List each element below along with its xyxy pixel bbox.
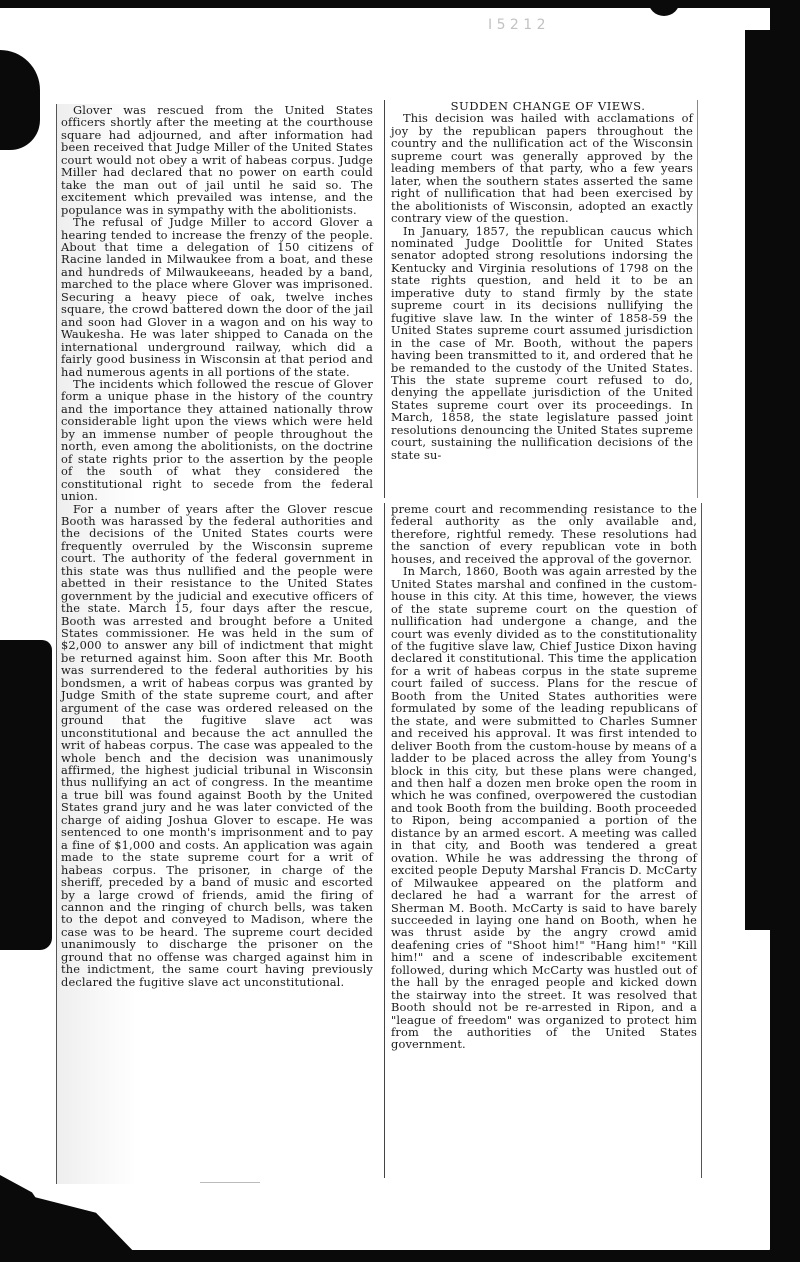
paragraph: This decision was hailed with acclamations of joy by the republican papers throughout the country and the nullification act of the Wisconsin supreme court was generally approved by the leading members of that party, who a few years later, when the southern states asserted the same right of nullification that had been exercised by the abolitionists of Wisconsin, adopted an exactly contrary view of the question. [391, 111, 693, 226]
paragraph: In March, 1860, Booth was again arrested by the United States marshal and confined in the custom-house in this city. At this time, however, the views of the state supreme court on the question of nullification had undergone a change, and the court was evenly divided as to the constitutionality of the fugitive slave law, Chief Justice Dixon having declared it constitutional. This time the application for a writ of habeas corpus in the state supreme court failed of success. Plans for the rescue of Booth from the United States authorities were formulated by some of the leading republicans of the state, and were submitted to Charles Sumner and received his approval. It was first intended to deliver Booth from the custom-house by means of a ladder to be placed across the alley from Young's block in this city, but these plans were changed, and then half a dozen men broke open the room in which he was confined, overpowered the custodian and took Booth from the building. Booth proceeded to Ripon, being accompanied a portion of the distance by an armed escort. A meeting was called in that city, and Booth was tendered a great ovation. While he was addressing the throng of excited people Deputy Marshal Francis D. McCarty of Milwaukee appeared on the platform and declared he had a warrant for the arrest of Sherman M. Booth. McCarty is said to have barely succeeded in laying one hand on Booth, when he was thrust aside by the angry crowd amid deafening cries of "Shoot him!" "Hang him!" "Kill him!" and a scene of indescribable excitement followed, during which McCarty was hustled out of the hall by the enraged people and kicked down the stairway into the street. It was resolved that Booth should not be re-arrested in Ripon, and a "league of freedom" was organized to protect him from the authorities of the United States government. [391, 564, 697, 1052]
scan-border-left-mid [0, 640, 52, 950]
scan-border-top-right [648, 0, 680, 16]
paragraph: In January, 1857, the republican caucus which nominated Judge Doolittle for United States senator adopted strong resolutions indorsing the Kentucky and Virginia resolutions of 1798 on the state rights question, and held it to be an imperative duty to stand firmly by the state supreme court in its decisions nullifying the fugitive slave law. In the winter of 1858-59 the United States supreme court assumed jurisdiction in the case of Mr. Booth, without the papers having been transmitted to it, and ordered that he be remanded to the custody of the United States. This the state supreme court refused to do, denying the appellate jurisdiction of the United States supreme court over its proceedings. In March, 1858, the state legislature passed joint resolutions denouncing the United States supreme court, sustaining the nullification decisions of the state su- [391, 223, 693, 462]
paragraph: preme court and recommending resistance to the federal authority as the only available and, therefore, rightful remedy. These resolutions had the sanction of every republican vote in both houses, and received the approval of the governor. [391, 502, 697, 566]
article-column-left [56, 104, 373, 1184]
scan-border-right-upper [745, 30, 775, 930]
article-column-right-lower [384, 503, 702, 1178]
paragraph: For a number of years after the Glover rescue Booth was harassed by the federal authorities and the decisions of the United States courts were frequently overruled by the Wisconsin supreme court. The authority of the federal government in this state was thus nullified and the people were abetted in their resistance to the United States government by the judicial and executive officers of the state. March 15, four days after the rescue, Booth was arrested and brought before a United States commissioner. He was held in the sum of $2,000 to answer any bill of indictment that might be returned against him. Soon after this Mr. Booth was surrendered to the federal authorities by his bondsmen, a writ of habeas corpus was granted by Judge Smith of the state supreme court, and after argument of the case was ordered released on the ground that the fugitive slave act was unconstitutional and because the act annulled the writ of habeas corpus. The case was appealed to the whole bench and the decision was unanimously affirmed, the highest judicial tribunal in Wisconsin thus nullifying an act of congress. In the meantime a true bill was found against Booth by the United States grand jury and he was later convicted of the charge of aiding Joshua Glover to escape. He was sentenced to one month's imprisonment and to pay a fine of $1,000 and costs. An application was again made to the state supreme court for a writ of habeas corpus. The prisoner, in charge of the sheriff, preceded by a band of music and escorted by a large crowd of friends, amid the firing of cannon and the ringing of church bells, was taken to the depot and conveyed to Madison, where the case was to be heard. The supreme court decided unanimously to discharge the prisoner on the ground that no offense was charged against him in the indictment, the same court having previously declared the fugitive slave act unconstitutional. [61, 501, 373, 989]
handwritten-annotation: I 5 2 1 2 [488, 17, 546, 33]
section-headline: SUDDEN CHANGE OF VIEWS. [450, 99, 646, 113]
paragraph: The refusal of Judge Miller to accord Glover a hearing tended to increase the frenzy of the people. About that time a delegation of 150 citizens of Racine landed in Milwaukee from a boat, and these and hundreds of Milwaukeeans, headed by a band, marched to the place where Glover was imprisoned. Securing a heavy piece of oak, twelve inches square, the crowd battered down the door of the jail and soon had Glover in a wagon and on his way to Waukesha. He was later shipped to Canada on the international underground railway, which did a fairly good business in Wisconsin at that period and had numerous agents in all portions of the state. [61, 215, 373, 379]
scan-border-top [0, 0, 800, 8]
scan-border-left-top [0, 50, 40, 150]
article-column-right-upper [384, 100, 698, 498]
end-mark [200, 1178, 260, 1183]
paragraph: The incidents which followed the rescue of Glover form a unique phase in the history of the country and the importance they attained nationally throw considerable light upon the views which were held by an immense number of people throughout the north, even among the abolitionists, on the doctrine of state rights prior to the assertion by the people of the south of what they considered the constitutional right to secede from the federal union. [61, 376, 373, 504]
scan-border-bottom-strip [0, 1250, 800, 1262]
paragraph: Glover was rescued from the United States officers shortly after the meeting at the courthouse square had adjourned, and after information had been received that Judge Miller of the United States court would not obey a writ of habeas corpus. Judge Miller had declared that no power on earth could take the man out of jail until he said so. The excitement which prevailed was intense, and the populance was in sympathy with the abolitionists. [61, 103, 373, 217]
